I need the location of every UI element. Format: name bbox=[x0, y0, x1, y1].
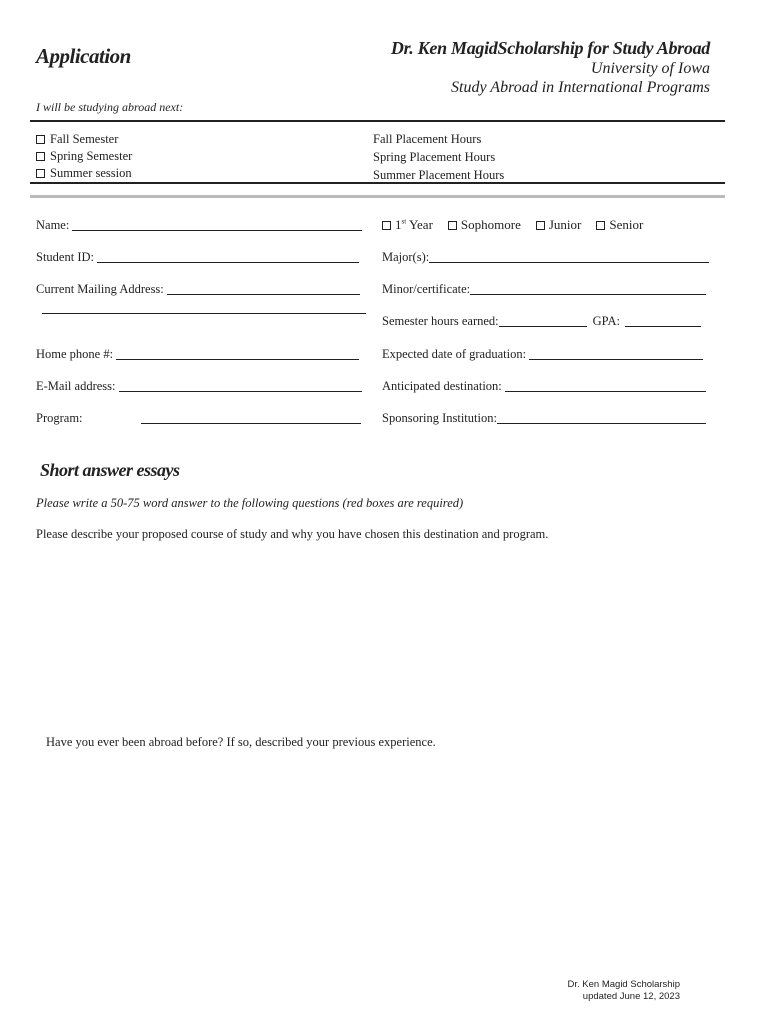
sponsor-label: Sponsoring Institution: bbox=[382, 411, 497, 425]
student-id-input-line[interactable] bbox=[97, 261, 359, 263]
destination-field[interactable] bbox=[382, 379, 706, 394]
year-selector[interactable] bbox=[382, 217, 643, 233]
name-field[interactable] bbox=[36, 218, 362, 233]
footer-title: Dr. Ken Magid Scholarship bbox=[567, 979, 680, 990]
year-first-label: 1st Year bbox=[395, 217, 433, 232]
gpa-input-line[interactable] bbox=[625, 325, 701, 327]
email-field[interactable] bbox=[36, 379, 362, 394]
section-divider bbox=[30, 182, 725, 184]
checkbox-icon[interactable] bbox=[448, 221, 457, 230]
fall-placement-hours: Fall Placement Hours bbox=[373, 132, 482, 146]
year-sophomore-label: Sophomore bbox=[460, 217, 521, 232]
graduation-date-input-line[interactable] bbox=[529, 358, 703, 360]
name-label: Name: bbox=[36, 218, 70, 232]
year-junior-label: Junior bbox=[548, 217, 582, 232]
majors-field[interactable] bbox=[382, 250, 709, 265]
student-id-field[interactable] bbox=[36, 250, 359, 265]
year-senior-label: Senior bbox=[609, 217, 644, 232]
top-divider bbox=[30, 120, 725, 122]
destination-label: Anticipated destination: bbox=[382, 379, 502, 393]
mailing-address-input-line[interactable] bbox=[167, 293, 360, 295]
university-name: University of Iowa bbox=[590, 60, 710, 77]
minor-label: Minor/certificate: bbox=[382, 282, 471, 296]
summer-placement-hours: Summer Placement Hours bbox=[373, 168, 505, 182]
minor-input-line[interactable] bbox=[470, 293, 706, 295]
summer-session-label: Summer session bbox=[50, 166, 132, 180]
fall-semester-label: Fall Semester bbox=[50, 132, 119, 146]
spring-semester-option[interactable] bbox=[36, 149, 132, 164]
mailing-address-label: Current Mailing Address: bbox=[36, 282, 164, 296]
program-label: Program: bbox=[36, 411, 83, 425]
sponsor-input-line[interactable] bbox=[497, 422, 706, 424]
essay-question-2: Have you ever been abroad before? If so, described your previous experience. bbox=[46, 735, 436, 749]
spring-semester-label: Spring Semester bbox=[50, 149, 133, 163]
spring-placement-hours: Spring Placement Hours bbox=[373, 150, 496, 164]
home-phone-field[interactable] bbox=[36, 347, 359, 362]
home-phone-label: Home phone #: bbox=[36, 347, 114, 361]
fall-semester-option[interactable] bbox=[36, 132, 118, 147]
program-field[interactable] bbox=[36, 411, 361, 426]
section-divider-gray bbox=[30, 195, 725, 198]
checkbox-icon[interactable] bbox=[36, 169, 45, 178]
checkbox-icon[interactable] bbox=[596, 221, 605, 230]
majors-input-line[interactable] bbox=[429, 261, 709, 263]
minor-field[interactable] bbox=[382, 282, 706, 297]
scholarship-title: Dr. Ken MagidScholarship for Study Abroad bbox=[390, 38, 710, 58]
checkbox-icon[interactable] bbox=[536, 221, 545, 230]
term-prompt: I will be studying abroad next: bbox=[36, 100, 184, 114]
semester-hours-input-line[interactable] bbox=[499, 325, 587, 327]
checkbox-icon[interactable] bbox=[382, 221, 391, 230]
semester-hours-label: Semester hours earned: bbox=[382, 314, 499, 328]
checkbox-icon[interactable] bbox=[36, 152, 45, 161]
graduation-date-field[interactable] bbox=[382, 347, 703, 362]
essay-question-1: Please describe your proposed course of study and why you have chosen this destination and program. bbox=[36, 527, 549, 541]
sponsor-field[interactable] bbox=[382, 411, 706, 426]
summer-session-option[interactable] bbox=[36, 166, 132, 181]
destination-input-line[interactable] bbox=[505, 390, 706, 392]
email-label: E-Mail address: bbox=[36, 379, 116, 393]
footer-updated-date: updated June 12, 2023 bbox=[582, 991, 680, 1002]
graduation-date-label: Expected date of graduation: bbox=[382, 347, 527, 361]
short-answer-heading: Short answer essays bbox=[40, 460, 180, 480]
majors-label: Major(s): bbox=[382, 250, 430, 264]
mailing-address-field[interactable] bbox=[36, 282, 360, 297]
name-input-line[interactable] bbox=[72, 229, 362, 231]
essay-answer-1[interactable] bbox=[36, 548, 716, 723]
department-name: Study Abroad in International Programs bbox=[451, 79, 710, 96]
mailing-address-line2[interactable] bbox=[42, 314, 366, 316]
mailing-address-input-line-2[interactable] bbox=[42, 312, 366, 314]
student-id-label: Student ID: bbox=[36, 250, 94, 264]
email-input-line[interactable] bbox=[119, 390, 362, 392]
essay-answer-2[interactable] bbox=[36, 756, 716, 966]
essay-instructions: Please write a 50-75 word answer to the following questions (red boxes are required) bbox=[36, 496, 464, 510]
semester-hours-field[interactable] bbox=[382, 314, 701, 329]
gpa-label: GPA: bbox=[592, 314, 620, 328]
checkbox-icon[interactable] bbox=[36, 135, 45, 144]
program-input-line[interactable] bbox=[141, 422, 361, 424]
home-phone-input-line[interactable] bbox=[116, 358, 359, 360]
application-title: Application bbox=[36, 44, 131, 68]
